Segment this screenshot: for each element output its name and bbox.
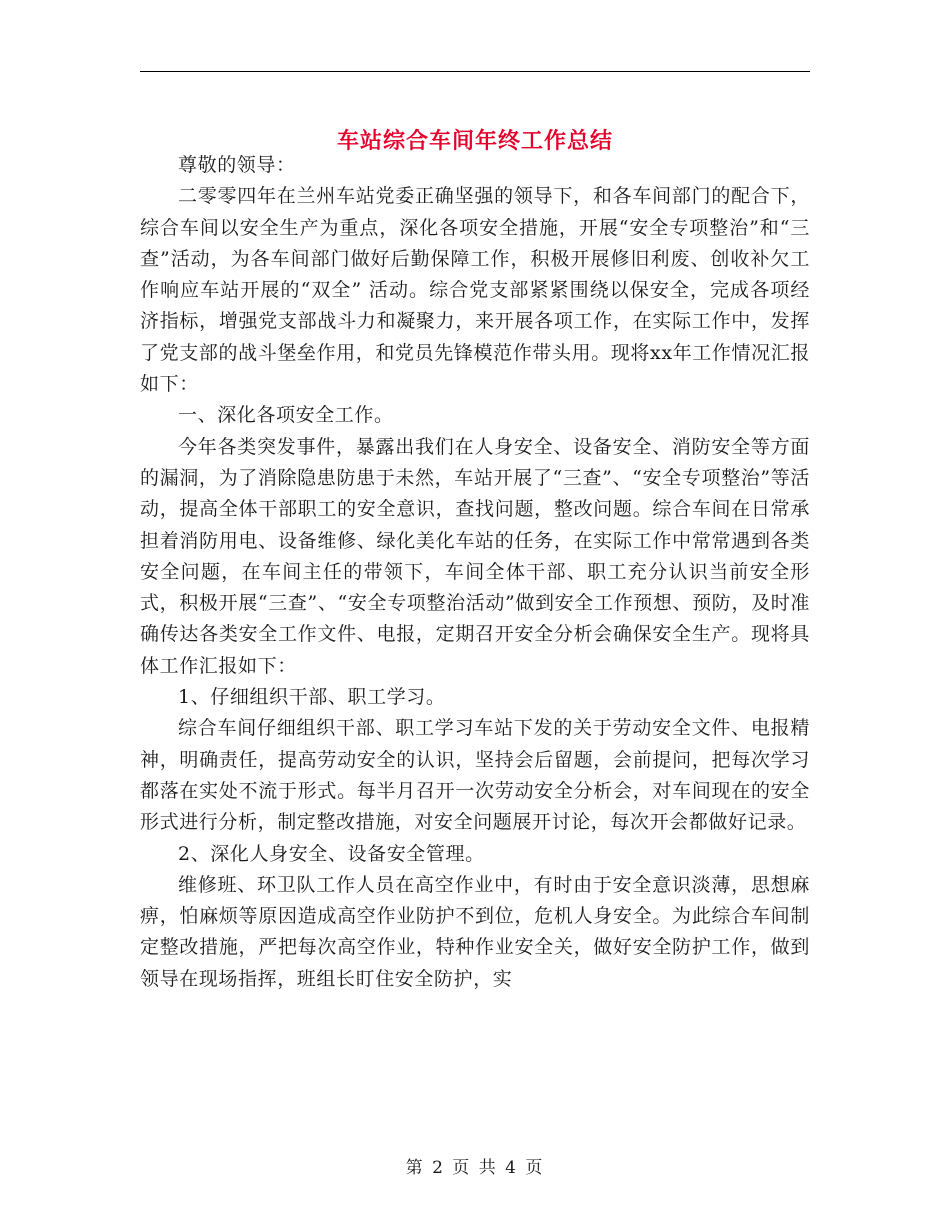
subheading-1: 1、仔细组织干部、职工学习。 (178, 686, 446, 709)
subheading-1-paragraph: 综合车间仔细组织干部、职工学习车站下发的关于劳动安全文件、电报精神，明确责任，提高劳动安全的认识，坚持会后留题，会前提问，把每次学习都落在实处不流于形式。每半月召开一次劳动安全分析会，对车间现在的安全形式进行分析，制定整改措施，对安全问题展开讨论，每次开会都做好记录。 (140, 717, 810, 834)
intro-paragraph: 二零零四年在兰州车站党委正确坚强的领导下，和各车间部门的配合下，综合车间以安全生产为重点，深化各项安全措施，开展“安全专项整治”和“三查”活动，为各车间部门做好后勤保障工作，积极开展修旧利废、创收补欠工作响应车站开展的“双全” 活动。综合党支部紧紧围绕以保安全，完成各项经济指标，增强党支部战斗力和凝聚力，来开展各项工作，在实际工作中，发挥了党支部的战斗堡垒作用，和党员先锋模范作带头用。现将xx年工作情况汇报如下： (140, 185, 810, 396)
header-rule (140, 71, 810, 72)
subheading-2-paragraph: 维修班、环卫队工作人员在高空作业中，有时由于安全意识淡薄，思想麻痹，怕麻烦等原因造成高空作业防护不到位，危机人身安全。为此综合车间制定整改措施，严把每次高空作业，特种作业安全关，做好安全防护工作，做到领导在现场指挥，班组长盯住安全防护，实 (140, 873, 810, 990)
document-body (140, 150, 810, 995)
salutation: 尊敬的领导： (178, 154, 296, 176)
document-title: 车站综合车间年终工作总结 (336, 127, 613, 154)
section-heading-1: 一、深化各项安全工作。 (178, 404, 394, 427)
subheading-2: 2、深化人身安全、设备安全管理。 (178, 842, 485, 865)
section-1-paragraph: 今年各类突发事件，暴露出我们在人身安全、设备安全、消防安全等方面的漏洞，为了消除隐患防患于未然，车站开展了“三查”、“安全专项整治”等活动，提高全体干部职工的安全意识，查找问题，整改问题。综合车间在日常承担着消防用电、设备维修、绿化美化车站的任务，在实际工作中常常遇到各类安全问题，在车间主任的带领下，车间全体干部、职工充分认识当前安全形式，积极开展“三查”、“安全专项整治活动”做到安全工作预想、预防，及时准确传达各类安全工作文件、电报，定期召开安全分析会确保安全生产。现将具体工作汇报如下： (140, 435, 810, 677)
page-number-footer: 第 2 页 共 4 页 (405, 1158, 545, 1178)
